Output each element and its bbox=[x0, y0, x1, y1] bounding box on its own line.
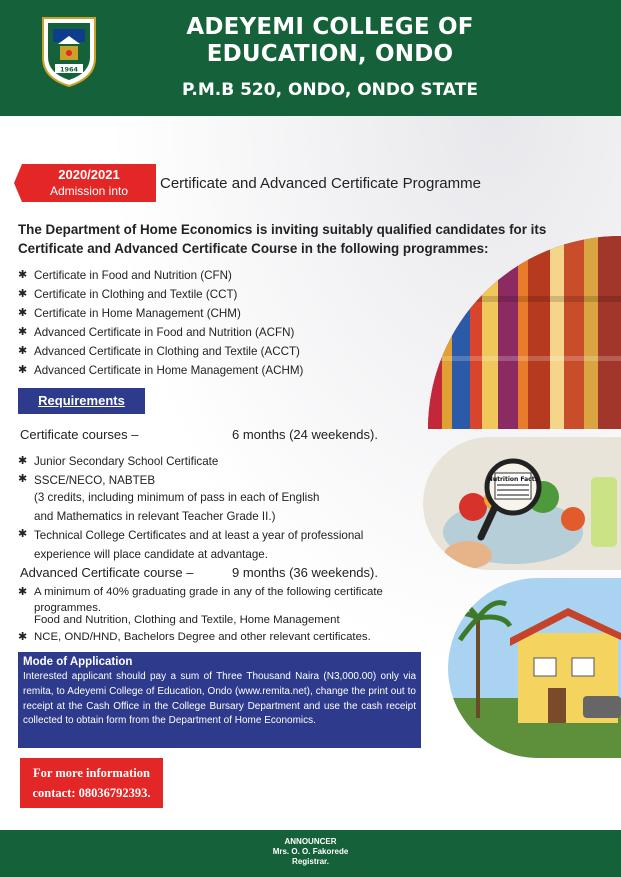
certificate-heading: Certificate courses – bbox=[20, 427, 139, 442]
logo-year-text: 1964 bbox=[59, 65, 79, 74]
list-item: ✱ Junior Secondary School Certificate bbox=[18, 452, 408, 471]
advanced-requirements bbox=[18, 584, 438, 616]
asterisk-bullet-icon: ✱ bbox=[18, 455, 28, 467]
badge-year: 2020/2021 bbox=[58, 167, 120, 182]
contact-box bbox=[20, 758, 163, 808]
header-banner bbox=[0, 0, 621, 116]
list-item: ✱ SSCE/NECO, NABTEB (3 credits, including minimum of pass in each of English and Mathematics in relevant Teacher Grade II.) bbox=[18, 473, 320, 523]
list-item: ✱ Certificate in Home Management (CHM) bbox=[18, 304, 418, 323]
college-name: ADEYEMI COLLEGE OF EDUCATION, ONDO bbox=[186, 14, 474, 67]
badge-subtitle: Admission into bbox=[49, 184, 129, 198]
programme-list bbox=[18, 266, 418, 380]
badge-arrow bbox=[14, 164, 22, 202]
asterisk-bullet-icon: ✱ bbox=[18, 586, 28, 598]
list-item: ✱ A minimum of 40% graduating grade in any of the following certificate programmes. bbox=[18, 586, 383, 614]
advanced-requirements-2 bbox=[18, 628, 438, 647]
programme-title: Certificate and Advanced Certificate Programme bbox=[160, 175, 481, 192]
list-item: ✱ Advanced Certificate in Clothing and Textile (ACCT) bbox=[18, 342, 418, 361]
asterisk-bullet-icon: ✱ bbox=[18, 288, 28, 300]
list-item: ✱ Technical College Certificates and at least a year of professional experience will place candidate at advantage. bbox=[18, 525, 408, 564]
list-item: ✱ Advanced Certificate in Home Management (ACHM) bbox=[18, 361, 418, 380]
asterisk-bullet-icon: ✱ bbox=[18, 345, 28, 357]
asterisk-bullet-icon: ✱ bbox=[18, 364, 28, 376]
nutrition-food-image bbox=[423, 437, 621, 570]
asterisk-bullet-icon: ✱ bbox=[18, 528, 28, 540]
home-house-image bbox=[448, 578, 621, 758]
advanced-heading: Advanced Certificate course – bbox=[20, 565, 194, 580]
advanced-duration: 9 months (36 weekends). bbox=[232, 565, 378, 580]
announcer-title: Registrar. bbox=[292, 857, 329, 866]
list-item: ✱ Advanced Certificate in Food and Nutrition (ACFN) bbox=[18, 323, 418, 342]
requirements-label: Requirements bbox=[18, 388, 145, 414]
announcer-name: Mrs. O. O. Fakorede bbox=[272, 847, 349, 856]
certificate-requirements bbox=[18, 452, 408, 564]
list-item: ✱ Certificate in Food and Nutrition (CFN) bbox=[18, 266, 418, 285]
asterisk-bullet-icon: ✱ bbox=[18, 631, 28, 643]
mode-title: Mode of Application bbox=[23, 656, 133, 668]
asterisk-bullet-icon: ✱ bbox=[18, 473, 28, 485]
asterisk-bullet-icon: ✱ bbox=[18, 307, 28, 319]
admission-badge bbox=[22, 164, 156, 202]
college-address: P.M.B 520, ONDO, ONDO STATE bbox=[182, 80, 478, 100]
footer-banner bbox=[0, 830, 621, 877]
announcer-label: ANNOUNCER bbox=[284, 837, 337, 846]
list-item: ✱ NCE, OND/HND, Bachelors Degree and other relevant certificates. bbox=[18, 628, 438, 647]
certificate-duration: 6 months (24 weekends). bbox=[232, 427, 378, 442]
mode-of-application-box bbox=[18, 652, 421, 748]
advanced-programmes-text: Food and Nutrition, Clothing and Textile, Home Management bbox=[34, 614, 340, 626]
mode-body: Interested applicant should pay a sum of Three Thousand Naira (N3,000.00) only via remita, to Adeyemi College of Education, Ondo (www.remita.net), change the print out to receipt at the Cash Office in the College Bursary Department and use the cash receipt collected to obtain form from the Department of Home Economics. bbox=[23, 671, 416, 727]
intro-paragraph: The Department of Home Economics is inviting suitably qualified candidates for its Certificate and Advanced Certificate Course in the following programmes: bbox=[18, 222, 547, 256]
list-item: ✱ Certificate in Clothing and Textile (CCT) bbox=[18, 285, 418, 304]
asterisk-bullet-icon: ✱ bbox=[18, 269, 28, 281]
contact-phone: contact: 08036792393. bbox=[32, 786, 151, 800]
college-crest-logo bbox=[40, 14, 98, 88]
asterisk-bullet-icon: ✱ bbox=[18, 326, 28, 338]
nutrition-facts-label: Nutrition Facts bbox=[487, 476, 539, 483]
contact-line-1: For more information bbox=[33, 766, 150, 780]
